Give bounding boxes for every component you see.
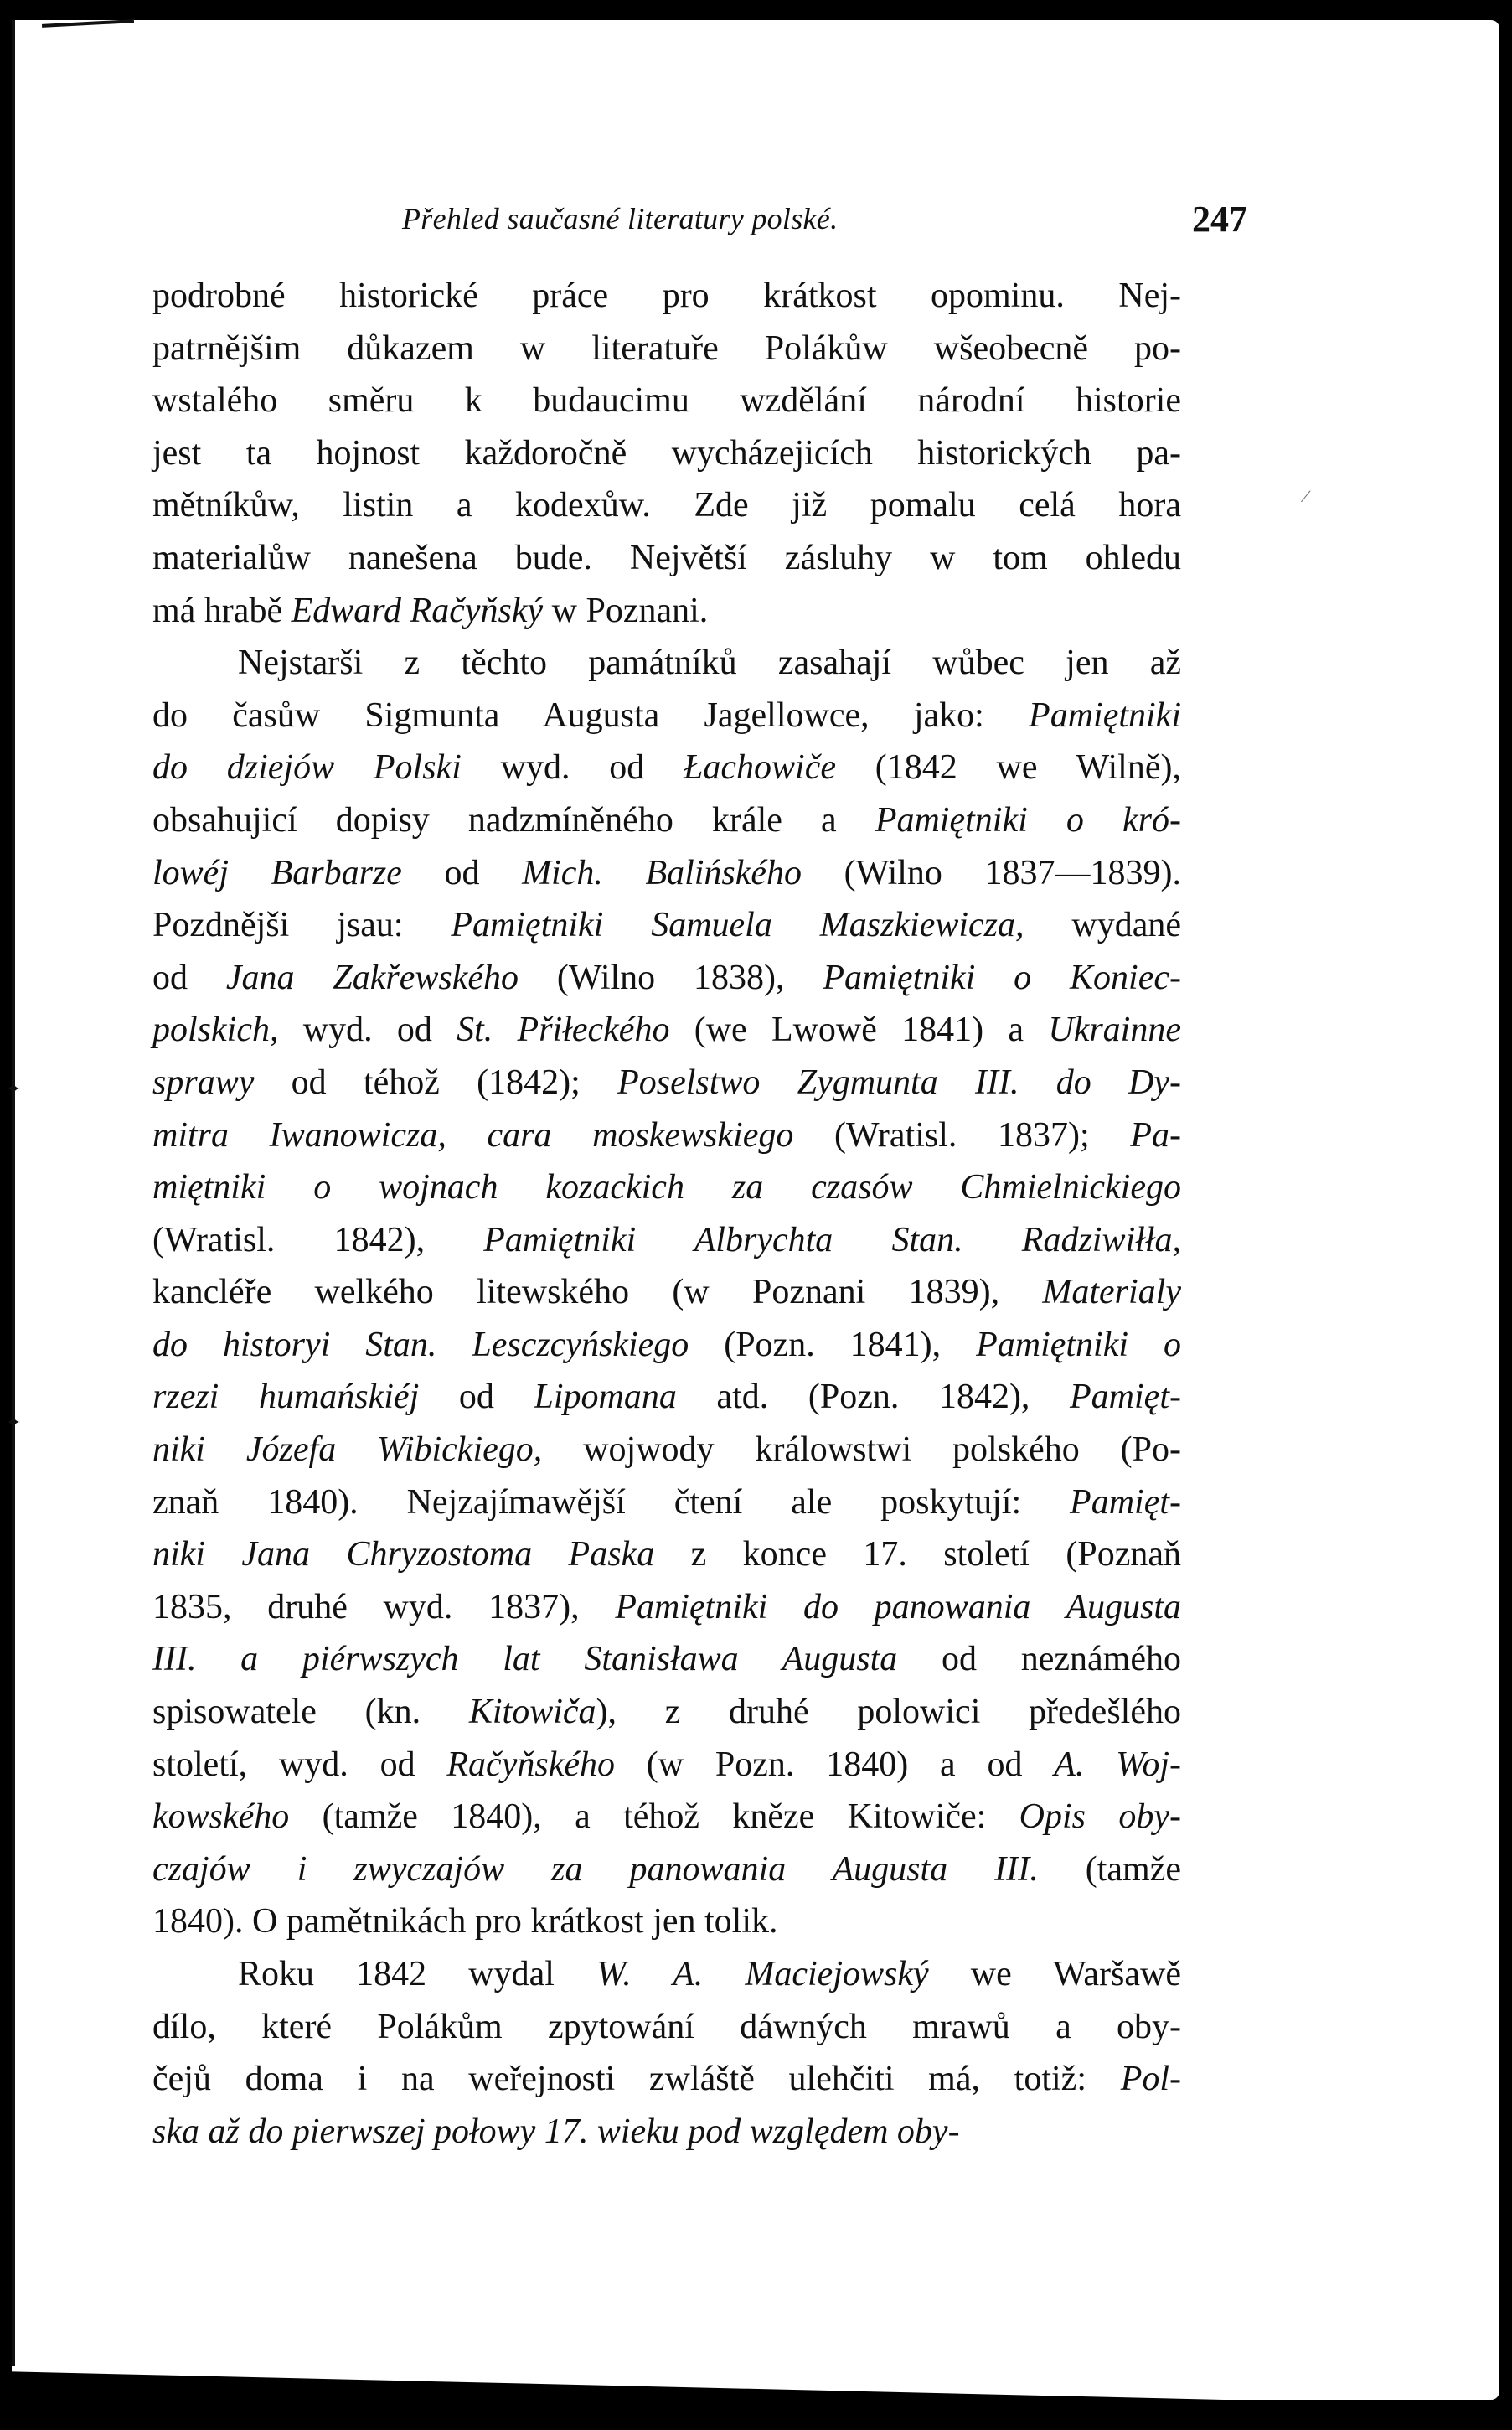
text-run: materialůw nanešena bude. Největší zásluhy w tom ohledu [152, 538, 1181, 577]
text-line [152, 532, 1181, 585]
text-run: od [152, 958, 226, 997]
text-run: we Waršawě [928, 1955, 1181, 1993]
italic-title: niki Jana Chryzostoma Paska [152, 1535, 655, 1574]
text-run: dílo, které Polákům zpytowání dáwných mrawů a oby- [152, 2007, 1181, 2046]
paragraph [152, 637, 1181, 1948]
italic-title: niki Józefa Wibickiego, [152, 1430, 543, 1470]
text-run: wyd. od [461, 748, 684, 788]
italic-title: Pamiętniki Albrychta Stan. Radziwiłła, [483, 1220, 1181, 1259]
text-run: spisowatele (kn. [152, 1693, 469, 1732]
italic-title: polskich, [152, 1011, 279, 1050]
text-run: z konce 17. století (Poznaň [654, 1535, 1181, 1574]
text-run: (1842 we Wilně), [836, 748, 1181, 788]
text-run: (tamže 1840), a téhož kněze Kitowiče: [289, 1797, 1019, 1837]
text-line [152, 1791, 1181, 1843]
text-line [152, 479, 1181, 532]
body-text [152, 270, 1181, 2158]
italic-title: III. a piérwszych lat Stanisława Augusta [152, 1640, 898, 1679]
italic-title: Ukrainne [1048, 1011, 1181, 1050]
text-line [152, 2053, 1181, 2106]
text-line [152, 899, 1181, 952]
running-title: Přehled saučasné literatury polské. [402, 202, 839, 235]
text-line [152, 1843, 1181, 1896]
text-run: jest ta hojnost každoročně wycházejicích historických pa- [152, 433, 1181, 473]
margin-mark: ✦ [5, 1412, 22, 1433]
text-line [152, 637, 1181, 690]
text-line [152, 1371, 1181, 1424]
text-line [152, 1266, 1181, 1319]
italic-title: Mich. Balińského [522, 853, 802, 892]
text-run: (w Pozn. 1840) a od [614, 1745, 1055, 1784]
text-run: (Wilno 1837—1839). [802, 853, 1181, 892]
text-run: wojwody králowstwi polského (Po- [542, 1430, 1181, 1470]
text-run: Nejstarši z těchto památníků zasahají wůbec jen až [238, 644, 1181, 683]
text-run: století, wyd. od [152, 1745, 447, 1784]
text-line [152, 742, 1181, 794]
text-line [152, 585, 1181, 638]
text-line [152, 1528, 1181, 1581]
italic-title: Materialy [1042, 1273, 1181, 1312]
italic-title: Pamiętniki Samuela Maszkiewicza, [451, 906, 1024, 945]
text-run: mětníkůw, listin a kodexůw. Zde již pomalu celá hora [152, 486, 1181, 525]
text-line [152, 690, 1181, 742]
page-binding-edge [12, 20, 15, 2366]
text-run: podrobné historické práce pro krátkost opominu. Nej- [152, 277, 1181, 315]
italic-title: Kitowiča [468, 1693, 596, 1732]
italic-title: Edward Račyňský [291, 591, 544, 630]
italic-title: rzezi humańskiéj [152, 1378, 420, 1417]
italic-title: Račyňského [446, 1745, 615, 1784]
italic-title: St. Přiłeckého [457, 1011, 670, 1050]
italic-title: Pamiętniki o Koniec- [823, 958, 1181, 997]
text-line [152, 1109, 1181, 1162]
text-line [152, 1633, 1181, 1686]
text-line [152, 1476, 1181, 1529]
italic-title: lowéj Barbarze [152, 853, 402, 892]
text-run: od neznámého [897, 1640, 1181, 1679]
text-run: (Wratisl. 1837); [793, 1115, 1131, 1155]
italic-title: Opis oby- [1019, 1797, 1181, 1837]
italic-title: W. A. Maciejowský [596, 1955, 929, 1993]
italic-title: do historyi Stan. Lesczcyńskiego [152, 1325, 689, 1364]
text-run: čejů doma i na weřejnosti zwláště ulehčiti má, totiž: [152, 2060, 1121, 2099]
text-line [152, 1424, 1181, 1476]
text-line [152, 1948, 1181, 2001]
text-run: 1835, druhé wyd. 1837), [152, 1587, 616, 1626]
text-run: (Pozn. 1841), [689, 1325, 977, 1364]
text-line [152, 427, 1181, 480]
text-line [152, 1686, 1181, 1739]
text-run: 1840). O pamětnikách pro krátkost jen tolik. [152, 1902, 778, 1941]
text-run: wyd. od [278, 1011, 457, 1050]
text-line [152, 1004, 1181, 1057]
text-run: atd. (Pozn. 1842), [676, 1378, 1071, 1417]
text-line [152, 794, 1181, 847]
italic-title: kowského [152, 1797, 290, 1837]
page-number: 247 [1192, 199, 1247, 240]
text-run: má hrabě [152, 591, 292, 630]
text-line [152, 1581, 1181, 1634]
text-line [152, 1319, 1181, 1372]
text-run: (Wratisl. 1842), [152, 1220, 484, 1259]
italic-title: Pamiętniki [1029, 695, 1181, 735]
italic-title: A. Woj- [1054, 1745, 1181, 1784]
italic-title: do dziejów Polski [152, 748, 462, 788]
italic-title: Pamięt- [1070, 1482, 1181, 1522]
italic-title: Poselstwo Zygmunta III. do Dy- [617, 1062, 1181, 1102]
text-run: patrnějšim důkazem w literatuře Polákůw wšeobecně po- [152, 328, 1181, 368]
page-header [151, 201, 1365, 251]
italic-title: Pol- [1120, 2060, 1181, 2099]
text-run: do časůw Sigmunta Augusta Jagellowce, jako: [152, 695, 1030, 735]
text-run: (we Lwowě 1841) a [669, 1011, 1049, 1050]
italic-title: Pamiętniki do panowania Augusta [615, 1587, 1181, 1626]
text-line [152, 847, 1181, 900]
text-run: ), z druhé polowici předešlého [596, 1693, 1181, 1732]
paragraph [152, 270, 1181, 637]
text-run: wydané [1024, 906, 1181, 945]
text-run: wstalého směru k budaucimu wzdělání národní historie [152, 381, 1181, 421]
text-run: w Poznani. [543, 591, 709, 630]
text-line [152, 1739, 1181, 1791]
text-line [152, 270, 1181, 323]
text-line [152, 1161, 1181, 1214]
text-run: obsahujicí dopisy nadzmíněného krále a [152, 800, 875, 840]
italic-title: Pamiętniki o [976, 1325, 1181, 1364]
text-run: od téhož (1842); [254, 1062, 618, 1102]
text-line [152, 952, 1181, 1005]
italic-title: sprawy [152, 1062, 255, 1102]
italic-title: Łachowiče [684, 748, 837, 788]
text-line [152, 375, 1181, 427]
text-run: (tamže [1038, 1849, 1182, 1889]
scan-artifact: / [1298, 485, 1313, 509]
italic-title: Pamięt- [1070, 1378, 1181, 1417]
text-line [152, 1057, 1181, 1109]
text-run: kancléře welkého litewského (w Poznani 1839), [152, 1273, 1043, 1312]
italic-title: czajów i zwyczajów za panowania Augusta III. [152, 1849, 1039, 1889]
text-run: od [419, 1378, 534, 1417]
text-run: (Wilno 1838), [519, 958, 823, 997]
paragraph [152, 1948, 1181, 2158]
text-run: znaň 1840). Nejzajímawější čtení ale poskytují: [152, 1482, 1071, 1522]
text-line [152, 1214, 1181, 1267]
italic-title: miętniki o wojnach kozackich za czasów Chmielnickiego [152, 1168, 1181, 1207]
text-run: Roku 1842 wydal [238, 1955, 597, 1993]
text-line [152, 1895, 1181, 1948]
italic-title: Lipomana [534, 1378, 677, 1417]
italic-title: Jana Zakřewského [225, 958, 519, 997]
margin-mark: ✦ [5, 1078, 22, 1099]
italic-title: ska až do pierwszej połowy 17. wieku pod względem oby- [152, 2112, 960, 2151]
text-line [152, 2106, 1181, 2159]
italic-title: Pa- [1130, 1115, 1181, 1155]
text-run: Pozdnějši jsau: [152, 906, 452, 945]
text-line [152, 323, 1181, 375]
text-run: od [401, 853, 523, 892]
italic-title: mitra Iwanowicza, cara moskewskiego [152, 1115, 794, 1155]
italic-title: Pamiętniki o kró- [875, 800, 1181, 840]
text-line [152, 2001, 1181, 2054]
